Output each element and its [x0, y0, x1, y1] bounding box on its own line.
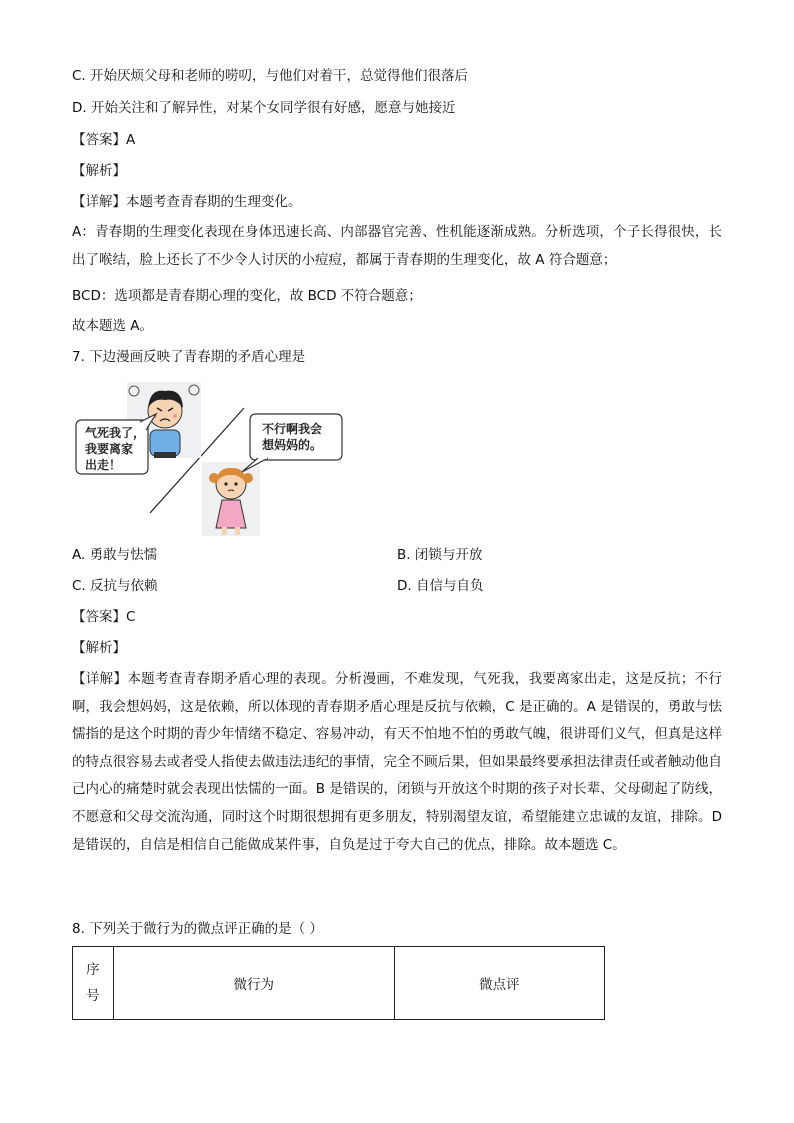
q7-detail: 【详解】本题考查青春期矛盾心理的表现。分析漫画，不难发现，气死我，我要离家出走，这是反抗；不行啊，我会想妈妈，这是依赖，所以体现的青春期矛盾心理是反抗与依赖，C 是正确的。A 是错误的，勇敢与怯懦指的是这个时期的青少年情绪不稳定、容易冲动，有天不怕地不怕的勇敢气魄，很讲哥们义气，但真是这样的特点很容易去或者受人指使去做违法违纪的事情，完全不顾后果，但如果最终要承担法律责任或者触动他自己内心的痛楚时就会表现出怯懦的一面。B 是错误的，闭锁与开放这个时期的孩子对长辈、父母砌起了防线，不愿意和父母交流沟通，同时这个时期很想拥有更多朋友，特别渴望友谊，希望能建立忠诚的友谊，排除。D 是错误的，自信是相信自己能做成某件事，自负是过于夸大自己的优点，排除。故本题选 C。	[72, 671, 722, 853]
q7-option-a: A. 勇敢与怯懦	[72, 547, 158, 563]
q7-analysis-label: 【解析】	[72, 640, 126, 656]
q7-option-b: B. 闭锁与开放	[397, 547, 483, 563]
q6-option-d: D. 开始关注和了解异性，对某个女同学很有好感，愿意与她接近	[72, 100, 456, 116]
cartoon-illustration	[72, 378, 362, 538]
boy-speech-text: 气死我了， 我要离家 出走！	[85, 426, 146, 472]
q6-analysis-label: 【解析】	[72, 163, 126, 179]
header-index-label: 序号	[86, 962, 100, 1004]
q8-table	[72, 946, 605, 1020]
header-behavior: 微行为	[113, 947, 394, 1020]
q6-detail-4: 故本题选 A。	[72, 318, 154, 334]
q7-option-c: C. 反抗与依赖	[72, 578, 158, 594]
q6-detail-3: BCD：选项都是青春期心理的变化，故 BCD 不符合题意；	[72, 288, 422, 304]
table-header-row	[73, 947, 605, 1020]
q7-question: 7. 下边漫画反映了青春期的矛盾心理是	[72, 349, 306, 365]
header-comment: 微点评	[394, 947, 604, 1020]
girl-speech-text: 不行啊我会 想妈妈的。	[262, 422, 323, 452]
header-index	[73, 947, 114, 1020]
q6-detail-1: 【详解】本题考查青春期的生理变化。	[72, 194, 302, 210]
q6-option-c: C. 开始厌烦父母和老师的唠叨，与他们对着干，总觉得他们很落后	[72, 68, 469, 84]
q7-answer: 【答案】C	[72, 609, 136, 625]
q7-option-d: D. 自信与自负	[397, 578, 484, 594]
q6-answer: 【答案】A	[72, 132, 136, 148]
q6-detail-2: A：青春期的生理变化表现在身体迅速长高、内部器官完善、性机能逐渐成熟。分析选项，个子长得很快，长出了喉结，脸上还长了不少令人讨厌的小痘痘，都属于青春期的生理变化，故 A 符合题意；	[72, 224, 722, 268]
q8-question: 8. 下列关于微行为的微点评正确的是（ ）	[72, 921, 323, 937]
